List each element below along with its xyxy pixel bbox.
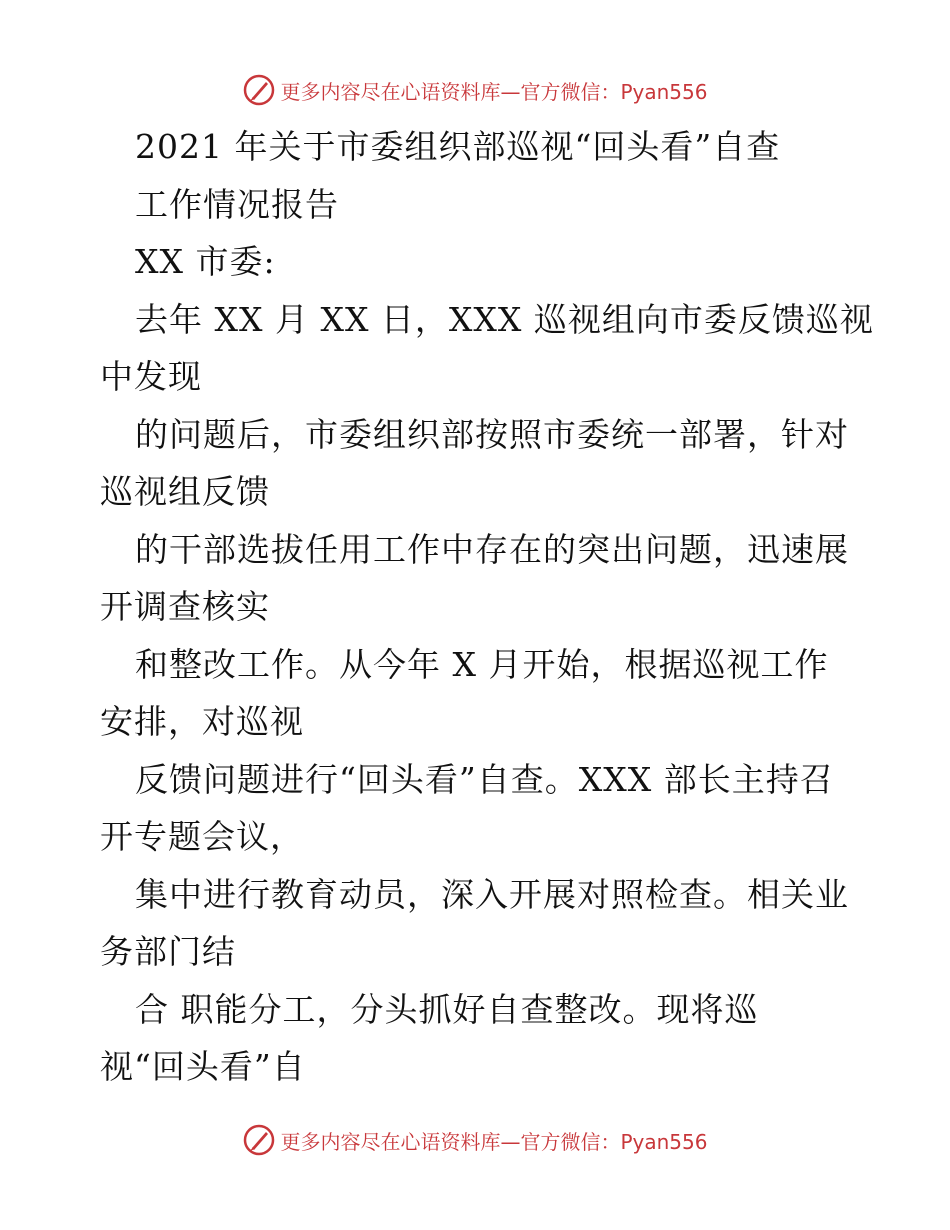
doc-line: 视“回头看”自: [100, 1047, 306, 1086]
doc-line: 中发现: [100, 357, 202, 396]
doc-title-line-2: 工作情况报告: [135, 184, 339, 224]
doc-title-line-1: 2021 年关于市委组织部巡视“回头看”自查: [135, 127, 781, 166]
doc-line: 巡视组反馈: [100, 472, 270, 511]
header-banner: [0, 70, 950, 110]
document-body: [100, 118, 874, 1096]
doc-salutation: XX 市委:: [135, 242, 276, 281]
doc-line: 集中进行教育动员，深入开展对照检查。相关业: [135, 874, 849, 914]
doc-line: 的干部选拔任用工作中存在的突出问题，迅速展: [135, 529, 849, 569]
banner-text: 更多内容尽在心语资料库—官方微信：Pyan556: [280, 1129, 708, 1154]
quill-pen-icon: [242, 73, 276, 107]
doc-line: 开专题会议，: [100, 817, 304, 856]
doc-line: 和整改工作。从今年 X 月开始，根据巡视工作: [135, 644, 829, 684]
doc-line: 去年 XX 月 XX 日，XXX 巡视组向市委反馈巡视: [135, 299, 874, 339]
banner-text: 更多内容尽在心语资料库—官方微信：Pyan556: [280, 79, 708, 104]
doc-line: 安排，对巡视: [100, 702, 304, 741]
doc-line: 务部门结: [100, 932, 236, 971]
doc-line: 开调查核实: [100, 587, 270, 626]
quill-pen-icon: [242, 1123, 276, 1157]
doc-line: 合 职能分工，分头抓好自查整改。现将巡: [135, 989, 759, 1029]
doc-line: 反馈问题进行“回头看”自查。XXX 部长主持召: [135, 759, 834, 799]
footer-banner: [0, 1120, 950, 1160]
doc-line: 的问题后，市委组织部按照市委统一部署，针对: [135, 414, 849, 454]
